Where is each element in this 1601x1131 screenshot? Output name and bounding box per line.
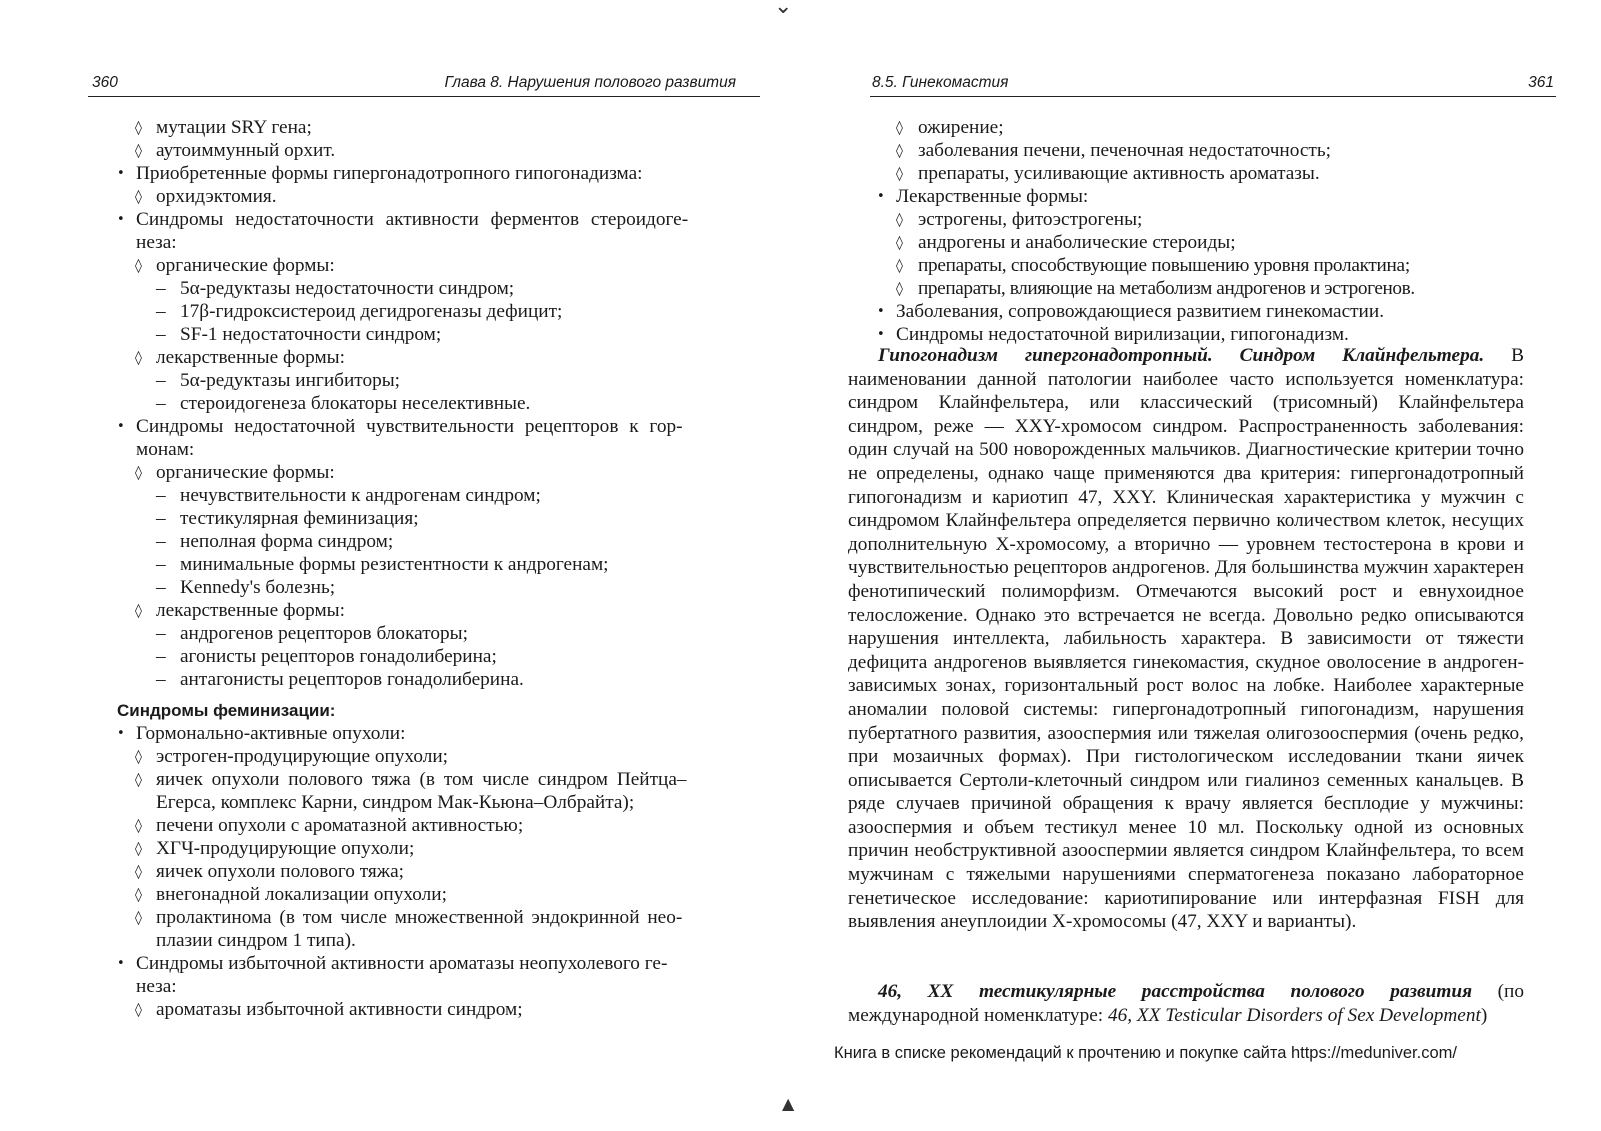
diamond-bullet-icon: ◊ — [135, 864, 142, 880]
diamond-bullet-icon: ◊ — [135, 120, 142, 136]
english-term: 46, XX Testicular Disorders of Sex Development — [1107, 1004, 1481, 1026]
round-bullet-icon: • — [117, 956, 125, 971]
round-bullet-icon: • — [877, 327, 885, 342]
diamond-bullet-icon: ◊ — [896, 212, 903, 228]
diamond-bullet-icon: ◊ — [135, 818, 142, 834]
left-page-number: 360 — [92, 74, 118, 91]
paragraph-text: В наименовании данной патологии наиболее часто используется номенклатура: синдром Клайнфельтера, или классический (трисомный) Клайнфельтера синдром, реже — XXY-хромосом синдром. Распространенность заболевания: один случай на 500 новорожденных мальчиков. Диагностические критерии точно не определены, однако чаще применяются два критерия: гипергонадотропный гипогонадизм и кариотип 47, XXY. Клиническая характеристика у мужчин с синдромом Клайнфельтера определяется первично количеством клеток, несущих дополнительную X-хромосому, а вторично — уровнем тестостерона в крови и чувствительностью рецепторов андрогенов. Для большинства мужчин характерен фенотипический полиморфизм. Отмечаются высокий рост и евнухоидное телосложение. Однако это встречается не всегда. Довольно редко описываются нарушения интеллекта, лабильность характера. В зависимости от тяжести дефицита андрогенов выявляется гинекомастия, скудное оволосение в андроген-зависимых зонах, горизонтальный рост волос на лобке. Наиболее характерные аномалии половой системы: гипергонадотропный гипогонадизм, нарушения пубертатного развития, азооспермия или тяжелая олигозооспермия (очень редко, при мозаичных формах). При гистологическом исследовании ткани яичек описывается Сертоли-клеточный синдром или гиалиноз семенных канальцев. В ряде случаев причиной обращения к врачу является бесплодие у мужчины: азооспермия и объем тестикул менее 10 мл. Поскольку одной из основных причин необструктивной азооспермии является синдром Клайнфельтера, то всем мужчинам с тяжелыми нарушениями сперматогенеза показано лабораторное генетическое исследование: кариотипирование или интерфазная FISH для выявления анеуплоидии X-хромосомы (47, XXY и варианты). — [848, 345, 1524, 933]
paragraph-klinefelter — [848, 344, 1524, 934]
dash-bullet-icon: – — [156, 485, 166, 506]
round-bullet-icon: • — [117, 726, 125, 741]
diamond-bullet-icon: ◊ — [896, 120, 903, 136]
dash-bullet-icon: – — [156, 301, 166, 322]
diamond-bullet-icon: ◊ — [135, 350, 142, 366]
paragraph-heading: Гипогонадизм гипергонадотропный. Синдром Клайнфельтера. — [878, 345, 1485, 366]
paragraph-heading: 46, XX тестикулярные расстройства полового развития — [878, 981, 1473, 1002]
dash-bullet-icon: – — [156, 646, 166, 667]
diamond-bullet-icon: ◊ — [135, 143, 142, 159]
dash-bullet-icon: – — [156, 531, 166, 552]
top-fold-mark: ⌄ — [774, 0, 793, 19]
left-running-head: Глава 8. Нарушения полового развития — [444, 74, 736, 91]
diamond-bullet-icon: ◊ — [135, 1002, 142, 1018]
diamond-bullet-icon: ◊ — [135, 465, 142, 481]
round-bullet-icon: • — [117, 419, 125, 434]
dash-bullet-icon: – — [156, 577, 166, 598]
diamond-bullet-icon: ◊ — [896, 166, 903, 182]
round-bullet-icon: • — [877, 189, 885, 204]
paragraph-text: (по международной номенклатуре: — [848, 981, 1524, 1026]
dash-bullet-icon: – — [156, 324, 166, 345]
right-page-header — [870, 72, 1556, 97]
dash-bullet-icon: – — [156, 554, 166, 575]
diamond-bullet-icon: ◊ — [135, 189, 142, 205]
diamond-bullet-icon: ◊ — [896, 258, 903, 274]
diamond-bullet-icon: ◊ — [135, 749, 142, 765]
round-bullet-icon: • — [117, 166, 125, 181]
left-page-header — [88, 72, 760, 97]
dash-bullet-icon: – — [156, 370, 166, 391]
paragraph-46xx: 46, XX тестикулярные расстройства полового развития (по международной номенклатуре: 46, XX Testicular Disorders of Sex Development) — [848, 981, 1524, 1026]
dash-bullet-icon: – — [156, 278, 166, 299]
diamond-bullet-icon: ◊ — [896, 235, 903, 251]
bottom-fold-mark: ▲ — [782, 1094, 795, 1113]
dash-bullet-icon: – — [156, 508, 166, 529]
diamond-bullet-icon: ◊ — [135, 910, 142, 926]
diamond-bullet-icon: ◊ — [135, 772, 142, 788]
diamond-bullet-icon: ◊ — [896, 281, 903, 297]
diamond-bullet-icon: ◊ — [135, 603, 142, 619]
right-running-head: 8.5. Гинекомастия — [872, 74, 1009, 91]
right-page-number: 361 — [1528, 74, 1554, 91]
right-page: 8.5. Гинекомастия 361 ◊ ожирение; ◊ заболевания печени, печеночная недостаточность; ◊ препараты, усиливающие активность ароматазы. • Лекарственные формы: ◊ эстрогены, фитоэстрогены; ◊ андрогены и анаболические стероиды; ◊ препараты, способствующие повышению уровня пролактина; ◊ препараты, влияющие на метаболизм андрогенов и эстрогенов. • Заболевания, сопровождающиеся развитием гинекомастии. • Синдромы недостаточной вирилизации, гипогонадизм. Гипогонадизм гипергонадотропный. Синдром Клайнфельтера. В наименовании данной патологии наиболее часто используется номенклатура: синдром Клайнфельтера, или классический (трисомный) Клайнфельтера синдром, реже — XXY-хромосом синдром. Распространенность заболевания: один случай на 500 новорожденных мальчиков. Диагностические критерии точно не определены, однако чаще применяются два критерия: гипергонадотропный гипогонадизм и кариотип 47, XXY. Клиническая характеристика у мужчин с синдромом Клайнфельтера определяется первично количеством клеток, несущих дополнительную X-хромосому, а вторично — уровнем тестостерона в крови и чувствительностью рецепторов андрогенов. Для большинства мужчин характерен фенотипический полиморфизм. Отмечаются высокий рост и евнухоидное телосложение. Однако это встречается не всегда. Довольно редко описываются нарушения интеллекта, лабильность характера. В зависимости от тяжести дефицита андрогенов выявляется гинекомастия, скудное оволосение в андроген-зависимых зонах, горизонтальный рост волос на лобке. Наиболее характерные аномалии половой системы: гипергонадотропный гипогонадизм, нарушения пубертатного развития, азооспермия или тяжелая олигозооспермия (очень редко, при мозаичных формах). При гистологическом исследовании ткани яичек описывается Сертоли-клеточный синдром или гиалиноз семенных канальцев. В ряде случаев причиной обращения к врачу является бесплодие у мужчины: азооспермия и объем тестикул менее 10 мл. Поскольку одной из основных причин необструктивной азооспермии является синдром Клайнфельтера, то всем мужчинам с тяжелыми нарушениями сперматогенеза показано лабораторное генетическое исследование: кариотипирование или интерфазная FISH для выявления анеуплоидии X-хромосомы (47, XXY и варианты). 46, XX тестикулярные расстройства полового развития (по международной номенклатуре: 46, XX Testicular Disorders of Sex Development) — [848, 74, 1554, 1026]
dash-bullet-icon: – — [156, 669, 166, 690]
dash-bullet-icon: – — [156, 623, 166, 644]
diamond-bullet-icon: ◊ — [896, 143, 903, 159]
round-bullet-icon: • — [117, 212, 125, 227]
left-page: 360 Глава 8. Нарушения полового развития ◊ мутации SRY гена; ◊ аутоиммунный орхит. • Приобретенные формы гипергонадотропного гипогонадизма: ◊ орхидэктомия. • Синдромы недостаточности активности ферментов стероидоге- неза: ◊ органические формы: – 5α-редуктазы недостаточности синдром; – 17β-гидроксистероид дегидрогеназы дефицит; – SF-1 недостаточности синдром; ◊ лекарственные формы: – 5α-редуктазы ингибиторы; – стероидогенеза блокаторы неселективные. • Синдромы недостаточной чувствительности рецепторов к гор- монам: ◊ органические формы: – нечувствительности к андрогенам синдром; – тестикулярная феминизация; – неполная форма синдром; – минимальные формы резистентности к андрогенам; – Kennedy's болезнь; ◊ лекарственные формы: – андрогенов рецепторов блокаторы; – агонисты рецепторов гонадолиберина; – антагонисты рецепторов гонадолиберина. Синдромы феминизации: • Гормонально-активные опухоли: ◊ эстроген-продуцирующие опухоли; ◊ яичек опухоли полового тяжа (в том числе синдром Пейтца– Егерса, комплекс Карни, синдром Мак-Кьюна–Олбрайта); ◊ печени опухоли с ароматазной активностью; ◊ ХГЧ-продуцирующие опухоли; ◊ яичек опухоли полового тяжа; ◊ внегонадной локализации опухоли; ◊ пролактинома (в том числе множественной эндокринной нео- плазии синдром 1 типа). • Синдромы избыточной активности ароматазы неопухолевого ге- неза: ◊ ароматазы избыточной активности синдром; — [0, 0, 800, 1131]
diamond-bullet-icon: ◊ — [135, 887, 142, 903]
dash-bullet-icon: – — [156, 393, 166, 414]
footer-note: Книга в списке рекомендаций к прочтению и покупке сайта https://meduniver.com/ — [834, 1044, 1457, 1062]
round-bullet-icon: • — [877, 304, 885, 319]
diamond-bullet-icon: ◊ — [135, 841, 142, 857]
diamond-bullet-icon: ◊ — [135, 258, 142, 274]
